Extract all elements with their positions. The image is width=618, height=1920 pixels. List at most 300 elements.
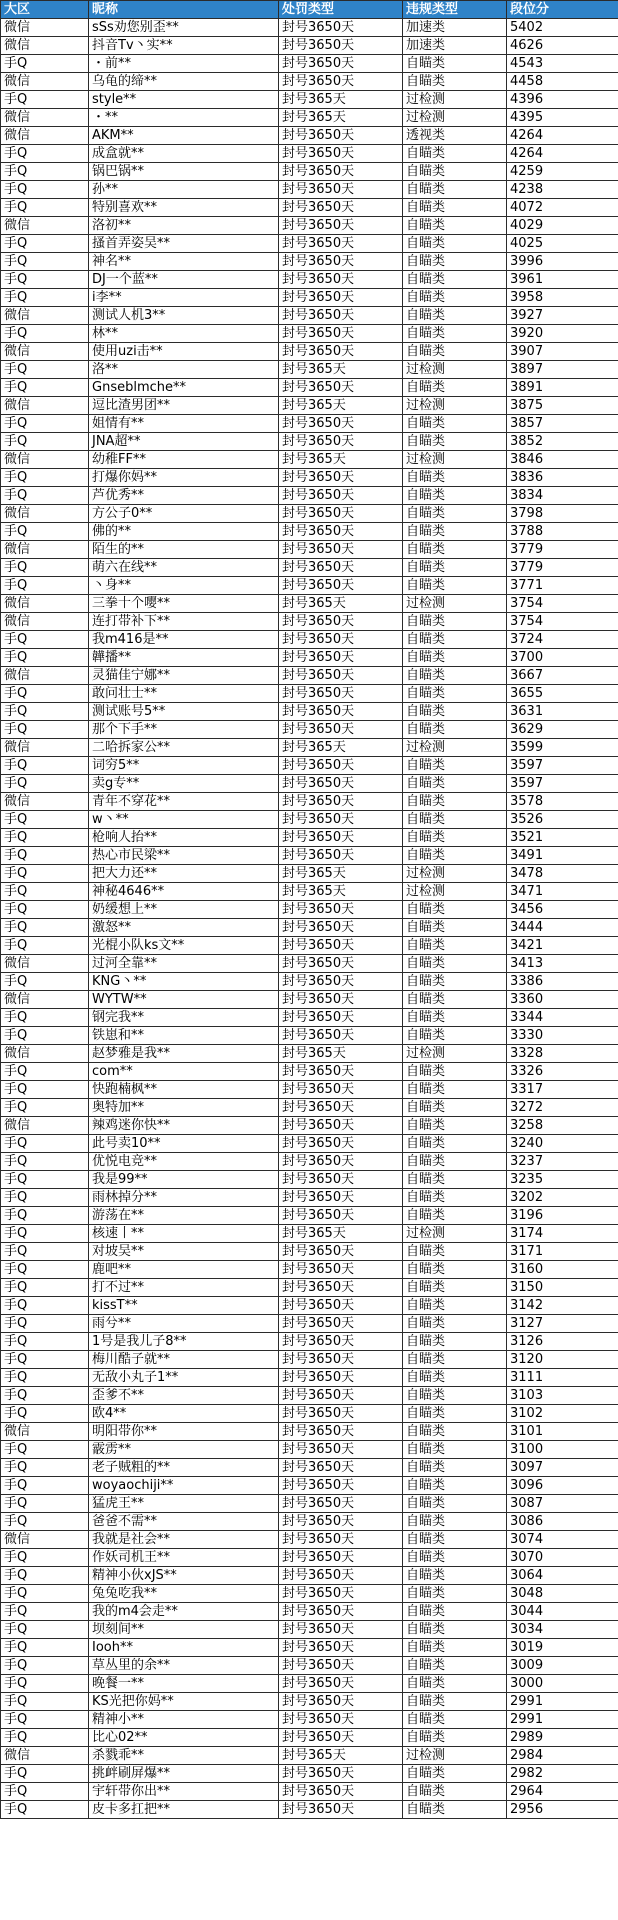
cell-region: 手Q bbox=[1, 1801, 89, 1819]
cell-nickname: 我是99** bbox=[89, 1171, 279, 1189]
cell-penalty-type: 封号3650天 bbox=[279, 235, 403, 253]
cell-region: 手Q bbox=[1, 91, 89, 109]
cell-nickname: 鹿吧** bbox=[89, 1261, 279, 1279]
table-row bbox=[1, 1261, 618, 1279]
cell-violation-type: 自瞄类 bbox=[403, 1495, 507, 1513]
table-row bbox=[1, 685, 618, 703]
table-row bbox=[1, 181, 618, 199]
cell-violation-type: 透视类 bbox=[403, 127, 507, 145]
cell-region: 手Q bbox=[1, 1351, 89, 1369]
table-row bbox=[1, 901, 618, 919]
cell-violation-type: 自瞄类 bbox=[403, 1351, 507, 1369]
cell-rank-score: 3070 bbox=[507, 1549, 618, 1567]
cell-nickname: 精神小伙xJS** bbox=[89, 1567, 279, 1585]
cell-penalty-type: 封号3650天 bbox=[279, 559, 403, 577]
cell-violation-type: 过检测 bbox=[403, 1045, 507, 1063]
table-row bbox=[1, 1693, 618, 1711]
cell-region: 手Q bbox=[1, 649, 89, 667]
cell-region: 手Q bbox=[1, 487, 89, 505]
cell-region: 手Q bbox=[1, 469, 89, 487]
cell-violation-type: 自瞄类 bbox=[403, 1639, 507, 1657]
table-row bbox=[1, 523, 618, 541]
table-row bbox=[1, 109, 618, 127]
cell-rank-score: 3326 bbox=[507, 1063, 618, 1081]
cell-region: 微信 bbox=[1, 793, 89, 811]
cell-penalty-type: 封号3650天 bbox=[279, 1171, 403, 1189]
cell-violation-type: 自瞄类 bbox=[403, 163, 507, 181]
cell-penalty-type: 封号3650天 bbox=[279, 1261, 403, 1279]
table-row bbox=[1, 505, 618, 523]
table-row bbox=[1, 1045, 618, 1063]
cell-rank-score: 3655 bbox=[507, 685, 618, 703]
cell-nickname: 测试人机3** bbox=[89, 307, 279, 325]
cell-penalty-type: 封号3650天 bbox=[279, 829, 403, 847]
cell-violation-type: 过检测 bbox=[403, 595, 507, 613]
header-penalty-type: 处罚类型 bbox=[279, 1, 403, 19]
cell-violation-type: 过检测 bbox=[403, 361, 507, 379]
table-row bbox=[1, 1171, 618, 1189]
cell-violation-type: 自瞄类 bbox=[403, 1207, 507, 1225]
cell-region: 手Q bbox=[1, 775, 89, 793]
cell-rank-score: 3202 bbox=[507, 1189, 618, 1207]
cell-rank-score: 3074 bbox=[507, 1531, 618, 1549]
cell-rank-score: 3597 bbox=[507, 775, 618, 793]
cell-region: 手Q bbox=[1, 145, 89, 163]
cell-violation-type: 自瞄类 bbox=[403, 829, 507, 847]
cell-penalty-type: 封号3650天 bbox=[279, 1405, 403, 1423]
cell-violation-type: 自瞄类 bbox=[403, 1801, 507, 1819]
cell-region: 手Q bbox=[1, 1063, 89, 1081]
cell-nickname: KNG丶** bbox=[89, 973, 279, 991]
table-row bbox=[1, 1387, 618, 1405]
cell-violation-type: 自瞄类 bbox=[403, 541, 507, 559]
cell-penalty-type: 封号3650天 bbox=[279, 271, 403, 289]
cell-violation-type: 自瞄类 bbox=[403, 145, 507, 163]
cell-nickname: 歪爹不** bbox=[89, 1387, 279, 1405]
cell-region: 手Q bbox=[1, 631, 89, 649]
table-row bbox=[1, 343, 618, 361]
cell-nickname: 草丛里的余** bbox=[89, 1657, 279, 1675]
table-row bbox=[1, 757, 618, 775]
cell-rank-score: 4395 bbox=[507, 109, 618, 127]
cell-violation-type: 自瞄类 bbox=[403, 181, 507, 199]
cell-region: 手Q bbox=[1, 847, 89, 865]
cell-nickname: 丶身** bbox=[89, 577, 279, 595]
cell-rank-score: 4264 bbox=[507, 127, 618, 145]
table-row bbox=[1, 73, 618, 91]
table-row bbox=[1, 1459, 618, 1477]
table-row bbox=[1, 307, 618, 325]
cell-nickname: 成盒就** bbox=[89, 145, 279, 163]
cell-nickname: 乌龟的缔** bbox=[89, 73, 279, 91]
cell-violation-type: 自瞄类 bbox=[403, 1513, 507, 1531]
cell-violation-type: 过检测 bbox=[403, 397, 507, 415]
table-row bbox=[1, 973, 618, 991]
cell-penalty-type: 封号3650天 bbox=[279, 1009, 403, 1027]
cell-penalty-type: 封号3650天 bbox=[279, 1459, 403, 1477]
cell-region: 手Q bbox=[1, 973, 89, 991]
table-row bbox=[1, 1801, 618, 1819]
cell-nickname: KS光把你妈** bbox=[89, 1693, 279, 1711]
cell-region: 手Q bbox=[1, 559, 89, 577]
cell-violation-type: 自瞄类 bbox=[403, 271, 507, 289]
cell-region: 微信 bbox=[1, 217, 89, 235]
cell-region: 手Q bbox=[1, 55, 89, 73]
cell-rank-score: 3996 bbox=[507, 253, 618, 271]
cell-penalty-type: 封号3650天 bbox=[279, 793, 403, 811]
cell-region: 手Q bbox=[1, 1279, 89, 1297]
cell-penalty-type: 封号3650天 bbox=[279, 55, 403, 73]
cell-penalty-type: 封号3650天 bbox=[279, 523, 403, 541]
table-row bbox=[1, 1477, 618, 1495]
cell-rank-score: 3852 bbox=[507, 433, 618, 451]
cell-violation-type: 自瞄类 bbox=[403, 991, 507, 1009]
cell-nickname: 方公子0** bbox=[89, 505, 279, 523]
cell-penalty-type: 封号365天 bbox=[279, 865, 403, 883]
cell-region: 微信 bbox=[1, 343, 89, 361]
cell-penalty-type: 封号3650天 bbox=[279, 847, 403, 865]
cell-penalty-type: 封号3650天 bbox=[279, 649, 403, 667]
cell-violation-type: 自瞄类 bbox=[403, 1189, 507, 1207]
cell-violation-type: 过检测 bbox=[403, 739, 507, 757]
cell-violation-type: 加速类 bbox=[403, 37, 507, 55]
cell-region: 手Q bbox=[1, 1027, 89, 1045]
cell-penalty-type: 封号365天 bbox=[279, 1747, 403, 1765]
cell-violation-type: 自瞄类 bbox=[403, 1531, 507, 1549]
cell-violation-type: 自瞄类 bbox=[403, 1387, 507, 1405]
cell-penalty-type: 封号365天 bbox=[279, 397, 403, 415]
cell-violation-type: 自瞄类 bbox=[403, 1279, 507, 1297]
cell-region: 手Q bbox=[1, 1225, 89, 1243]
cell-penalty-type: 封号3650天 bbox=[279, 199, 403, 217]
table-row bbox=[1, 1711, 618, 1729]
cell-nickname: com** bbox=[89, 1063, 279, 1081]
table-row bbox=[1, 1207, 618, 1225]
table-row bbox=[1, 541, 618, 559]
cell-penalty-type: 封号3650天 bbox=[279, 1099, 403, 1117]
cell-penalty-type: 封号3650天 bbox=[279, 1477, 403, 1495]
cell-region: 手Q bbox=[1, 379, 89, 397]
cell-penalty-type: 封号365天 bbox=[279, 595, 403, 613]
cell-violation-type: 自瞄类 bbox=[403, 1693, 507, 1711]
cell-region: 微信 bbox=[1, 1531, 89, 1549]
cell-rank-score: 3779 bbox=[507, 559, 618, 577]
cell-nickname: 灵猫佳宁娜** bbox=[89, 667, 279, 685]
cell-nickname: 奥特加** bbox=[89, 1099, 279, 1117]
cell-rank-score: 3100 bbox=[507, 1441, 618, 1459]
table-row bbox=[1, 865, 618, 883]
cell-nickname: 二哈拆家公** bbox=[89, 739, 279, 757]
cell-violation-type: 自瞄类 bbox=[403, 1459, 507, 1477]
cell-penalty-type: 封号3650天 bbox=[279, 469, 403, 487]
cell-rank-score: 3920 bbox=[507, 325, 618, 343]
cell-region: 手Q bbox=[1, 163, 89, 181]
cell-nickname: 词穷5** bbox=[89, 757, 279, 775]
cell-rank-score: 4543 bbox=[507, 55, 618, 73]
cell-violation-type: 自瞄类 bbox=[403, 379, 507, 397]
cell-rank-score: 3413 bbox=[507, 955, 618, 973]
table-row bbox=[1, 199, 618, 217]
cell-region: 手Q bbox=[1, 685, 89, 703]
cell-violation-type: 自瞄类 bbox=[403, 487, 507, 505]
table-row bbox=[1, 1099, 618, 1117]
cell-region: 微信 bbox=[1, 595, 89, 613]
cell-rank-score: 3160 bbox=[507, 1261, 618, 1279]
cell-penalty-type: 封号3650天 bbox=[279, 991, 403, 1009]
cell-region: 微信 bbox=[1, 991, 89, 1009]
cell-nickname: 霰雳** bbox=[89, 1441, 279, 1459]
cell-violation-type: 自瞄类 bbox=[403, 1027, 507, 1045]
cell-region: 手Q bbox=[1, 1549, 89, 1567]
cell-penalty-type: 封号3650天 bbox=[279, 775, 403, 793]
cell-region: 微信 bbox=[1, 1747, 89, 1765]
cell-violation-type: 自瞄类 bbox=[403, 1369, 507, 1387]
table-row bbox=[1, 37, 618, 55]
cell-violation-type: 自瞄类 bbox=[403, 523, 507, 541]
cell-rank-score: 3102 bbox=[507, 1405, 618, 1423]
cell-nickname: ・前** bbox=[89, 55, 279, 73]
cell-violation-type: 自瞄类 bbox=[403, 289, 507, 307]
cell-rank-score: 3771 bbox=[507, 577, 618, 595]
table-row bbox=[1, 1585, 618, 1603]
cell-region: 手Q bbox=[1, 415, 89, 433]
table-row bbox=[1, 1747, 618, 1765]
cell-region: 手Q bbox=[1, 901, 89, 919]
cell-region: 手Q bbox=[1, 1171, 89, 1189]
cell-nickname: 过河全靠** bbox=[89, 955, 279, 973]
cell-penalty-type: 封号3650天 bbox=[279, 1783, 403, 1801]
cell-penalty-type: 封号3650天 bbox=[279, 1693, 403, 1711]
cell-rank-score: 2982 bbox=[507, 1765, 618, 1783]
cell-rank-score: 3629 bbox=[507, 721, 618, 739]
cell-penalty-type: 封号3650天 bbox=[279, 1531, 403, 1549]
cell-violation-type: 自瞄类 bbox=[403, 721, 507, 739]
cell-violation-type: 自瞄类 bbox=[403, 253, 507, 271]
cell-region: 微信 bbox=[1, 109, 89, 127]
cell-region: 手Q bbox=[1, 199, 89, 217]
cell-region: 手Q bbox=[1, 937, 89, 955]
cell-rank-score: 3240 bbox=[507, 1135, 618, 1153]
cell-rank-score: 3788 bbox=[507, 523, 618, 541]
cell-violation-type: 自瞄类 bbox=[403, 199, 507, 217]
cell-penalty-type: 封号365天 bbox=[279, 1045, 403, 1063]
table-row bbox=[1, 1189, 618, 1207]
cell-rank-score: 3044 bbox=[507, 1603, 618, 1621]
cell-nickname: 游荡在** bbox=[89, 1207, 279, 1225]
cell-rank-score: 3724 bbox=[507, 631, 618, 649]
cell-penalty-type: 封号3650天 bbox=[279, 1279, 403, 1297]
cell-nickname: 使用uzi击** bbox=[89, 343, 279, 361]
cell-violation-type: 自瞄类 bbox=[403, 613, 507, 631]
cell-violation-type: 自瞄类 bbox=[403, 505, 507, 523]
cell-violation-type: 自瞄类 bbox=[403, 1441, 507, 1459]
cell-violation-type: 自瞄类 bbox=[403, 901, 507, 919]
cell-rank-score: 4238 bbox=[507, 181, 618, 199]
cell-nickname: 萌六在线** bbox=[89, 559, 279, 577]
cell-violation-type: 自瞄类 bbox=[403, 631, 507, 649]
cell-nickname: 比心02** bbox=[89, 1729, 279, 1747]
cell-violation-type: 自瞄类 bbox=[403, 937, 507, 955]
cell-region: 手Q bbox=[1, 235, 89, 253]
cell-violation-type: 自瞄类 bbox=[403, 1477, 507, 1495]
cell-rank-score: 3258 bbox=[507, 1117, 618, 1135]
table-row bbox=[1, 1783, 618, 1801]
cell-penalty-type: 封号3650天 bbox=[279, 325, 403, 343]
cell-rank-score: 2991 bbox=[507, 1711, 618, 1729]
cell-violation-type: 自瞄类 bbox=[403, 415, 507, 433]
cell-nickname: i李** bbox=[89, 289, 279, 307]
cell-penalty-type: 封号3650天 bbox=[279, 1657, 403, 1675]
cell-rank-score: 3235 bbox=[507, 1171, 618, 1189]
cell-violation-type: 自瞄类 bbox=[403, 1405, 507, 1423]
table-row bbox=[1, 1405, 618, 1423]
cell-violation-type: 自瞄类 bbox=[403, 1081, 507, 1099]
table-row bbox=[1, 397, 618, 415]
table-row bbox=[1, 991, 618, 1009]
cell-violation-type: 自瞄类 bbox=[403, 685, 507, 703]
cell-violation-type: 自瞄类 bbox=[403, 847, 507, 865]
cell-region: 手Q bbox=[1, 1243, 89, 1261]
table-row bbox=[1, 1369, 618, 1387]
cell-rank-score: 3096 bbox=[507, 1477, 618, 1495]
cell-nickname: 赵梦雅是我** bbox=[89, 1045, 279, 1063]
cell-rank-score: 4396 bbox=[507, 91, 618, 109]
cell-region: 微信 bbox=[1, 613, 89, 631]
table-row bbox=[1, 1621, 618, 1639]
cell-nickname: Gnseblmche** bbox=[89, 379, 279, 397]
cell-violation-type: 自瞄类 bbox=[403, 1585, 507, 1603]
cell-penalty-type: 封号3650天 bbox=[279, 1153, 403, 1171]
cell-penalty-type: 封号3650天 bbox=[279, 1801, 403, 1819]
cell-rank-score: 3836 bbox=[507, 469, 618, 487]
cell-nickname: 激怒** bbox=[89, 919, 279, 937]
cell-penalty-type: 封号3650天 bbox=[279, 1441, 403, 1459]
table-row bbox=[1, 919, 618, 937]
cell-penalty-type: 封号3650天 bbox=[279, 217, 403, 235]
cell-violation-type: 自瞄类 bbox=[403, 1117, 507, 1135]
table-row bbox=[1, 433, 618, 451]
table-row bbox=[1, 559, 618, 577]
cell-penalty-type: 封号3650天 bbox=[279, 1027, 403, 1045]
cell-nickname: 姐情有** bbox=[89, 415, 279, 433]
cell-rank-score: 3834 bbox=[507, 487, 618, 505]
cell-region: 手Q bbox=[1, 1495, 89, 1513]
table-row bbox=[1, 595, 618, 613]
cell-rank-score: 3471 bbox=[507, 883, 618, 901]
cell-rank-score: 3386 bbox=[507, 973, 618, 991]
table-row bbox=[1, 1135, 618, 1153]
cell-region: 微信 bbox=[1, 739, 89, 757]
cell-rank-score: 3754 bbox=[507, 595, 618, 613]
cell-region: 手Q bbox=[1, 1639, 89, 1657]
cell-region: 微信 bbox=[1, 1045, 89, 1063]
cell-nickname: 精神小** bbox=[89, 1711, 279, 1729]
cell-penalty-type: 封号3650天 bbox=[279, 1711, 403, 1729]
cell-region: 微信 bbox=[1, 667, 89, 685]
cell-violation-type: 自瞄类 bbox=[403, 1423, 507, 1441]
cell-nickname: AKM** bbox=[89, 127, 279, 145]
cell-region: 手Q bbox=[1, 1189, 89, 1207]
table-row bbox=[1, 955, 618, 973]
cell-violation-type: 自瞄类 bbox=[403, 793, 507, 811]
cell-nickname: 芦优秀** bbox=[89, 487, 279, 505]
cell-nickname: ・** bbox=[89, 109, 279, 127]
cell-nickname: 优悦电竞** bbox=[89, 1153, 279, 1171]
cell-violation-type: 自瞄类 bbox=[403, 325, 507, 343]
cell-region: 微信 bbox=[1, 73, 89, 91]
cell-rank-score: 3330 bbox=[507, 1027, 618, 1045]
cell-penalty-type: 封号3650天 bbox=[279, 1243, 403, 1261]
table-row bbox=[1, 1531, 618, 1549]
cell-rank-score: 3174 bbox=[507, 1225, 618, 1243]
cell-nickname: 韡播** bbox=[89, 649, 279, 667]
table-row bbox=[1, 1153, 618, 1171]
cell-penalty-type: 封号3650天 bbox=[279, 487, 403, 505]
cell-rank-score: 3857 bbox=[507, 415, 618, 433]
cell-nickname: woyaochiji** bbox=[89, 1477, 279, 1495]
cell-violation-type: 自瞄类 bbox=[403, 955, 507, 973]
cell-penalty-type: 封号3650天 bbox=[279, 1621, 403, 1639]
cell-nickname: 杀戮乖** bbox=[89, 1747, 279, 1765]
cell-nickname: 逗比渣男团** bbox=[89, 397, 279, 415]
cell-penalty-type: 封号3650天 bbox=[279, 1387, 403, 1405]
cell-violation-type: 自瞄类 bbox=[403, 1261, 507, 1279]
cell-nickname: 作妖司机王** bbox=[89, 1549, 279, 1567]
cell-penalty-type: 封号3650天 bbox=[279, 163, 403, 181]
cell-rank-score: 3597 bbox=[507, 757, 618, 775]
cell-rank-score: 3101 bbox=[507, 1423, 618, 1441]
cell-violation-type: 过检测 bbox=[403, 1225, 507, 1243]
cell-nickname: Iooh** bbox=[89, 1639, 279, 1657]
cell-rank-score: 2984 bbox=[507, 1747, 618, 1765]
cell-rank-score: 3897 bbox=[507, 361, 618, 379]
cell-penalty-type: 封号3650天 bbox=[279, 73, 403, 91]
cell-rank-score: 3087 bbox=[507, 1495, 618, 1513]
cell-violation-type: 加速类 bbox=[403, 19, 507, 37]
cell-rank-score: 2989 bbox=[507, 1729, 618, 1747]
cell-region: 手Q bbox=[1, 1729, 89, 1747]
cell-rank-score: 3097 bbox=[507, 1459, 618, 1477]
table-row bbox=[1, 145, 618, 163]
table-row bbox=[1, 1297, 618, 1315]
cell-nickname: 雨林掉分** bbox=[89, 1189, 279, 1207]
table-row bbox=[1, 379, 618, 397]
cell-penalty-type: 封号3650天 bbox=[279, 1189, 403, 1207]
cell-penalty-type: 封号365天 bbox=[279, 451, 403, 469]
cell-rank-score: 3667 bbox=[507, 667, 618, 685]
cell-nickname: 我m416是** bbox=[89, 631, 279, 649]
table-row bbox=[1, 1567, 618, 1585]
table-row bbox=[1, 1423, 618, 1441]
table-row bbox=[1, 217, 618, 235]
table-row bbox=[1, 127, 618, 145]
table-row bbox=[1, 793, 618, 811]
cell-rank-score: 3120 bbox=[507, 1351, 618, 1369]
cell-penalty-type: 封号3650天 bbox=[279, 685, 403, 703]
cell-violation-type: 过检测 bbox=[403, 451, 507, 469]
cell-penalty-type: 封号3650天 bbox=[279, 1567, 403, 1585]
cell-violation-type: 过检测 bbox=[403, 865, 507, 883]
cell-region: 手Q bbox=[1, 1099, 89, 1117]
cell-region: 手Q bbox=[1, 1153, 89, 1171]
cell-violation-type: 自瞄类 bbox=[403, 1099, 507, 1117]
cell-nickname: 皮卡多扛把** bbox=[89, 1801, 279, 1819]
cell-nickname: 兔兔吃我** bbox=[89, 1585, 279, 1603]
cell-region: 手Q bbox=[1, 829, 89, 847]
cell-violation-type: 自瞄类 bbox=[403, 973, 507, 991]
table-row bbox=[1, 703, 618, 721]
cell-rank-score: 3578 bbox=[507, 793, 618, 811]
